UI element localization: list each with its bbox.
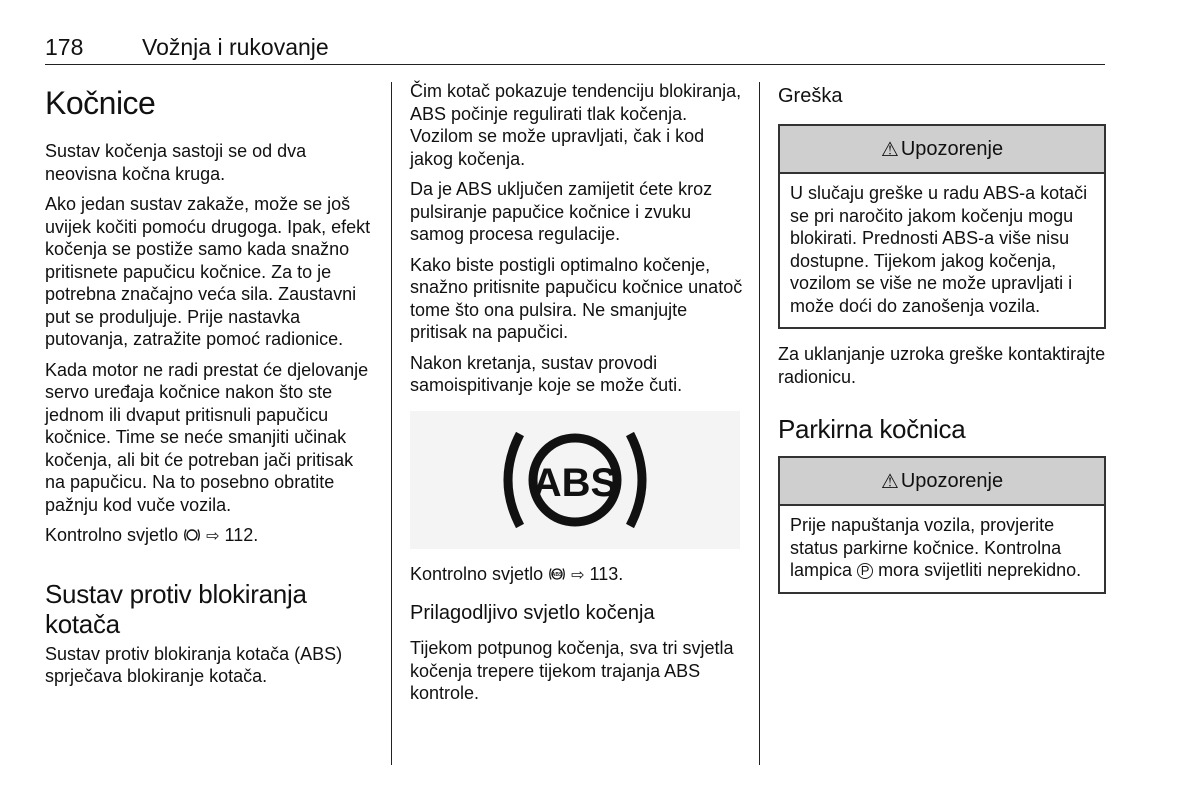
warning-box	[778, 124, 1106, 329]
abs-warning-light-figure	[410, 411, 740, 549]
paragraph: Ako jedan sustav zakaže, može se još uvijek kočiti pomoću drugoga. Ipak, efekt kočenja se postiže samo kada snažno pritisnete papučicu kočnice. Za to je potrebna značajno veća sila. Zaustavni put se produljuje. Prije nastavka putovanja, zatražite pomoć radionice.	[45, 194, 371, 349]
section-heading-parkirna: Parkirna kočnica	[778, 414, 966, 444]
paragraph: Sustav kočenja sastoji se od dva neovisna kočna kruga.	[45, 141, 307, 184]
parking-brake-icon: P	[857, 563, 873, 579]
warning-triangle-icon: ⚠	[880, 470, 899, 493]
page-title: Kočnice	[45, 85, 156, 121]
ref-page[interactable]: 112.	[224, 525, 259, 545]
abs-icon	[490, 420, 660, 540]
abs-small-icon-label: ABS	[551, 571, 563, 578]
section-heading-abs: Sustav protiv blokiranja kotača	[45, 578, 307, 639]
paragraph: Nakon kretanja, sustav provodi samoispitivanje koje se može čuti.	[410, 352, 683, 395]
abs-small-icon	[548, 566, 566, 582]
page-number: 178	[45, 34, 84, 60]
column-left	[45, 80, 375, 696]
ref-page[interactable]: 113.	[589, 563, 624, 584]
column-middle	[410, 80, 745, 713]
warning-title: Upozorenje	[900, 469, 1004, 492]
warning-text: U slučaju greške u radu ABS-a kotači se pri naročito jakom kočenju mogu blokirati. Prednosti ABS-a više nisu dostupne. Tijekom jakog kočenja, vozilom se više ne može upravljati i može doći do zanošenja vozila.	[790, 183, 1088, 316]
abs-icon-label: ABS	[532, 460, 618, 505]
cross-reference	[45, 524, 375, 549]
paragraph: Čim kotač pokazuje tendenciju blokiranja, ABS počinje regulirati tlak kočenja. Vozilom se može upravljati, čak i kod jakog kočenja.	[410, 81, 742, 169]
cross-reference	[410, 563, 745, 588]
paragraph: Za uklanjanje uzroka greške kontaktirajte radionicu.	[778, 344, 1106, 387]
warning-body	[780, 174, 1104, 327]
paragraph: Kada motor ne radi prestat će djelovanje servo uređaja kočnice nakon što ste jednom ili dvaput pritisnuli papučicu kočnice. Time se neće smanjiti učinak kočenja, ali bit će potreban jači pritisak na papučicu. Na to posebno obratite pažnju kod vuče vozila.	[45, 359, 369, 515]
page-ref-arrow-icon: ⇨	[206, 528, 220, 545]
page-header	[45, 34, 1105, 64]
subsection-heading-greska: Greška	[778, 85, 843, 107]
warning-triangle-icon: ⚠	[880, 138, 899, 161]
warning-text-part: mora svijetliti neprekidno.	[878, 560, 1082, 580]
warning-text	[790, 514, 1094, 582]
paragraph: Da je ABS uključen zamijetit ćete kroz pulsiranje papučice kočnice i zvuku samog procesa regulacije.	[410, 179, 713, 244]
warning-box	[778, 456, 1106, 594]
ref-label: Kontrolno svjetlo	[45, 525, 179, 545]
warning-title: Upozorenje	[900, 137, 1004, 160]
warning-body	[780, 506, 1104, 592]
header-rule	[45, 64, 1105, 65]
chapter-title: Vožnja i rukovanje	[142, 34, 329, 60]
brake-warning-icon	[183, 527, 201, 543]
paragraph: Tijekom potpunog kočenja, sva tri svjetla kočenja trepere tijekom trajanja ABS kontrole.	[410, 638, 734, 703]
paragraph: Kako biste postigli optimalno kočenje, snažno pritisnite papučicu kočnice unatoč tome što ona pulsira. Ne smanjujte pritisak na papučici.	[410, 254, 743, 342]
subsection-heading: Prilagodljivo svjetlo kočenja	[410, 602, 655, 624]
warning-header	[780, 458, 1104, 506]
ref-label: Kontrolno svjetlo	[410, 563, 544, 584]
column-divider	[759, 82, 760, 765]
warning-header	[780, 126, 1104, 174]
column-divider	[391, 82, 392, 765]
warning-text-part: Prije napuštanja vozila, provjerite status parkirne kočnice. Kontrolna lampica	[790, 515, 1062, 580]
page-ref-arrow-icon: ⇨	[571, 566, 585, 584]
paragraph: Sustav protiv blokiranja kotača (ABS) sprječava blokiranje kotača.	[45, 643, 343, 686]
column-right	[778, 80, 1106, 608]
